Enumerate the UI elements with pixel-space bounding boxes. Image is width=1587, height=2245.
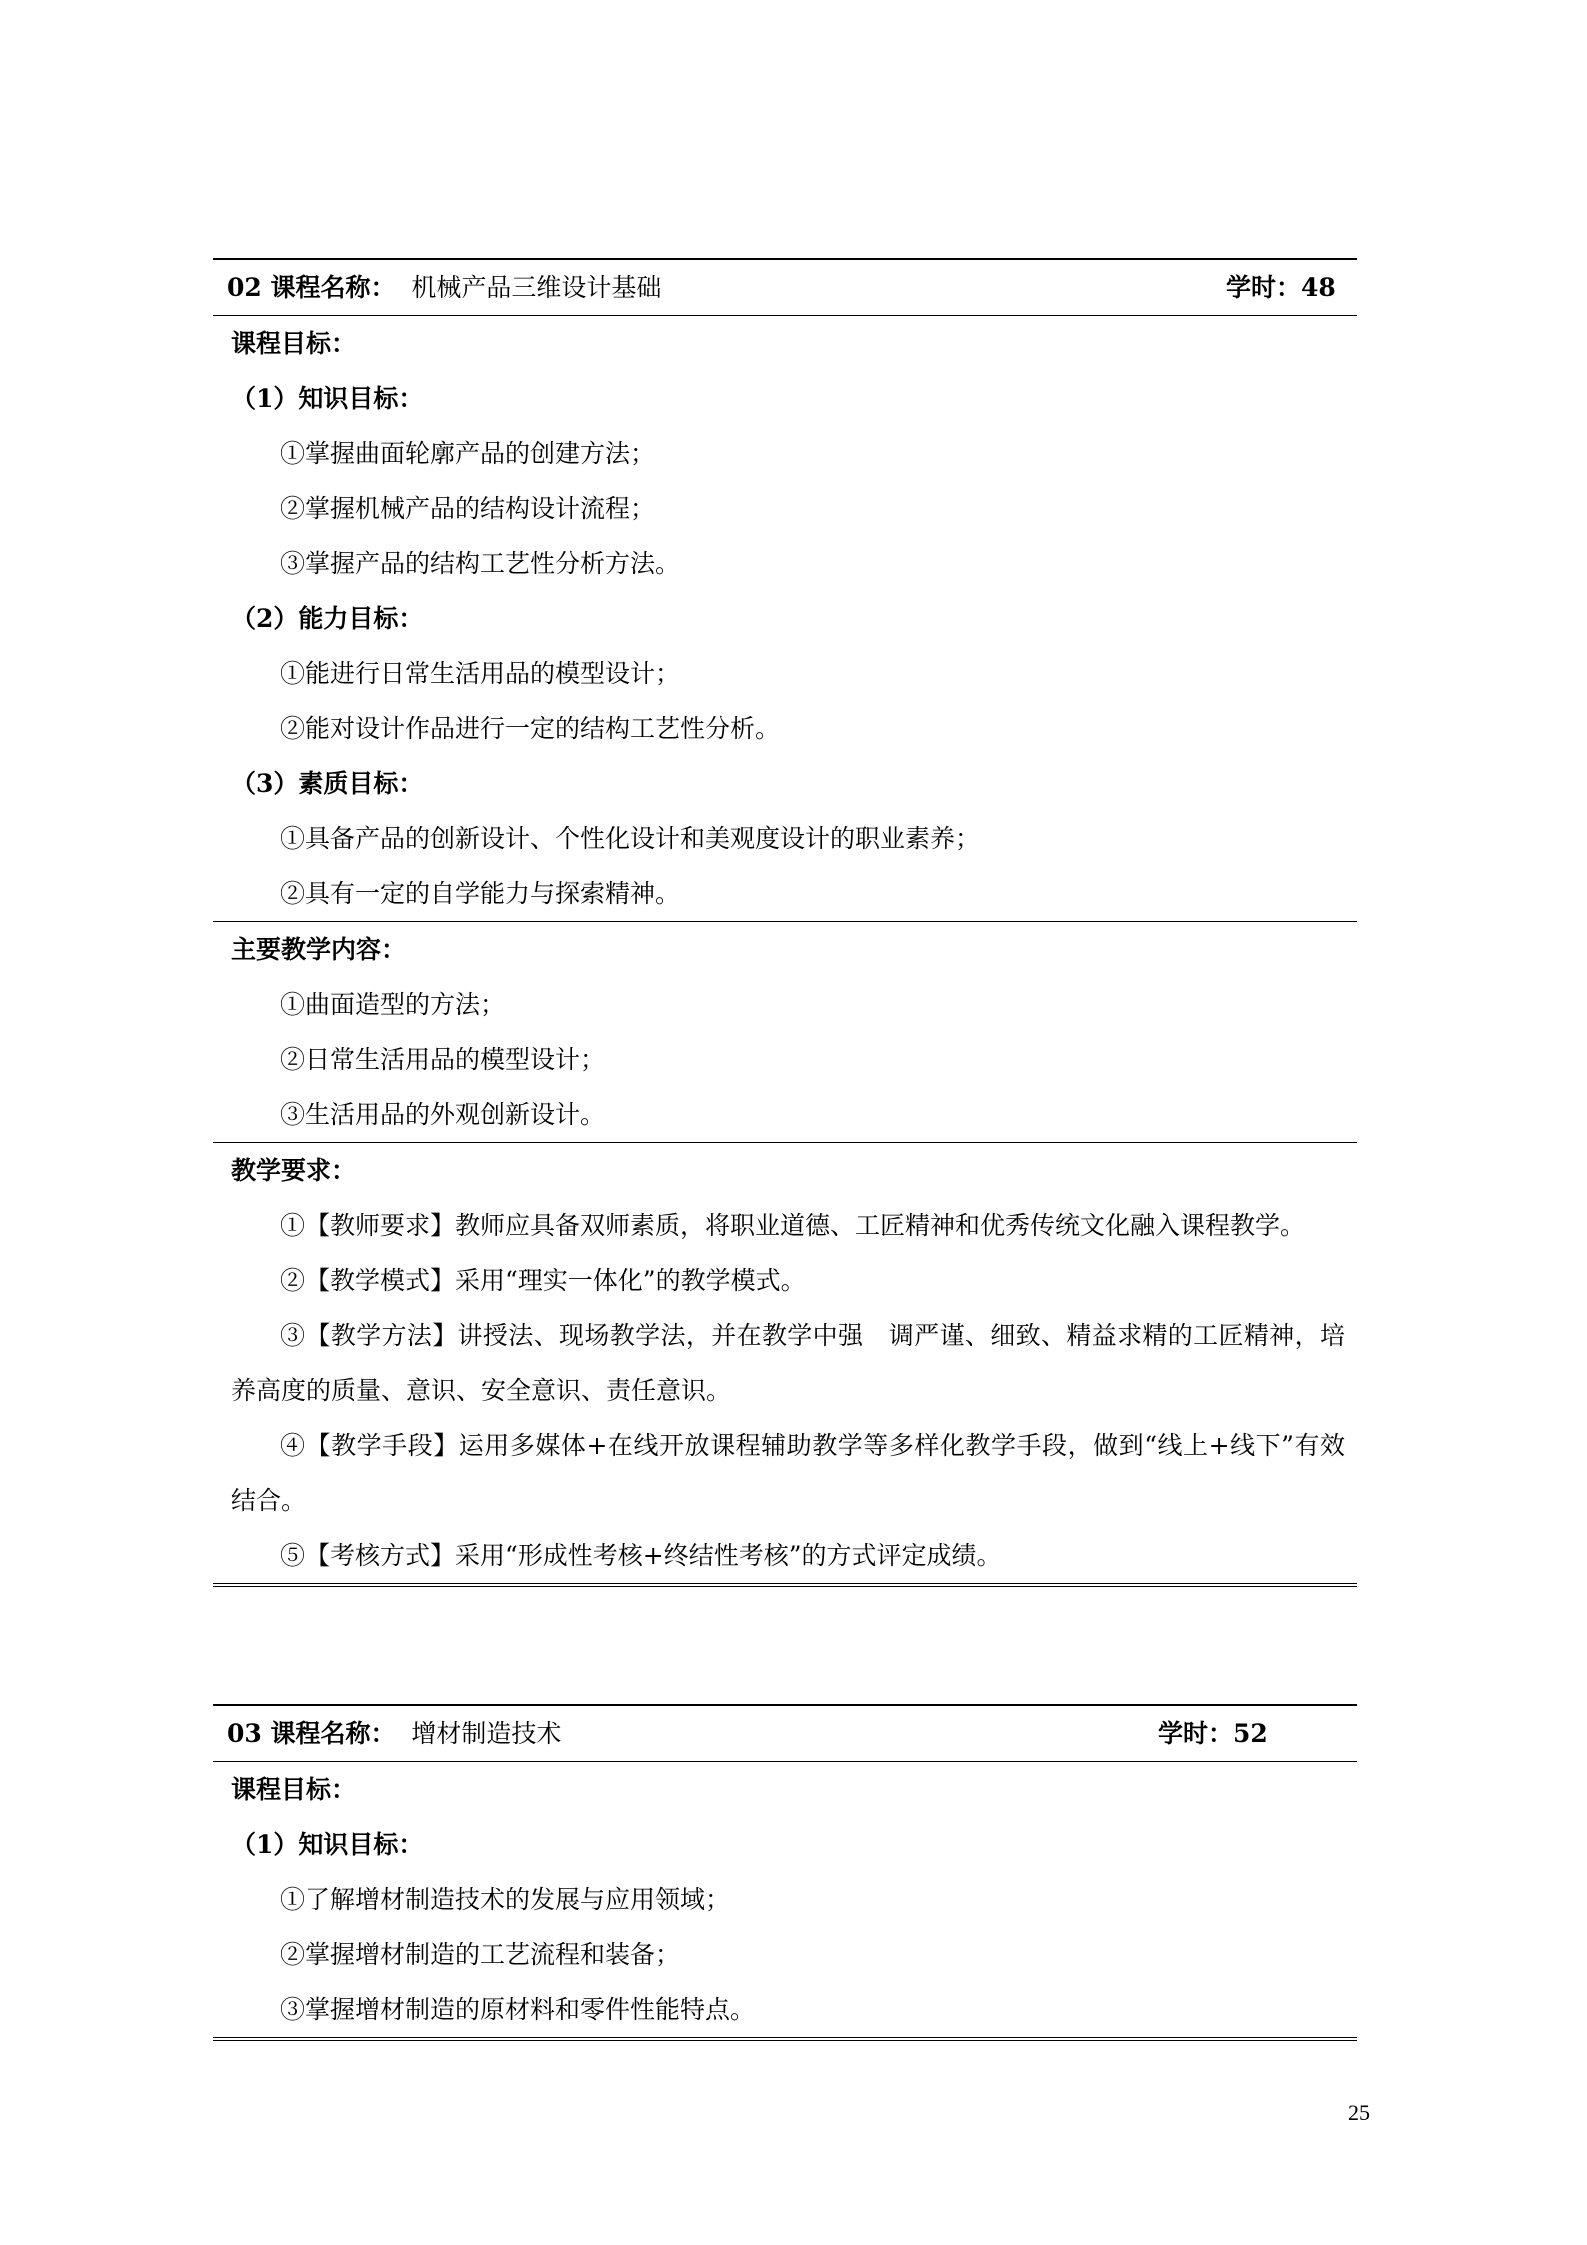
requirement-item: ②【教学模式】采用“理实一体化”的教学模式。 xyxy=(280,1266,806,1295)
goals-title: 课程目标： xyxy=(231,329,357,358)
course-goals-section xyxy=(213,1762,1357,2041)
teaching-requirements-section xyxy=(213,1143,1357,1587)
knowledge-item: ②掌握增材制造的工艺流程和装备； xyxy=(280,1940,681,1969)
requirement-item: ③【教学方法】讲授法、现场教学法，并在教学中强 调严谨、细致、精益求精的工匠精神，培养高度的质量、意识、安全意识、责任意识。 xyxy=(231,1321,1345,1405)
course-code-label: 02 课程名称： xyxy=(227,273,396,302)
course-name: 机械产品三维设计基础 xyxy=(411,273,662,302)
content-item: ③生活用品的外观创新设计。 xyxy=(280,1100,606,1129)
course-goals-section xyxy=(213,316,1357,922)
quality-item: ②具有一定的自学能力与探索精神。 xyxy=(280,879,681,908)
course-header xyxy=(213,1704,1357,1762)
course-hours: 学时：48 xyxy=(1226,273,1336,302)
content-title: 主要教学内容： xyxy=(231,935,407,964)
quality-item: ①具备产品的创新设计、个性化设计和美观度设计的职业素养； xyxy=(280,824,981,853)
course-name: 增材制造技术 xyxy=(411,1719,562,1748)
course-code-label: 03 课程名称： xyxy=(227,1719,396,1748)
knowledge-item: ③掌握增材制造的原材料和零件性能特点。 xyxy=(280,1995,756,2024)
ability-item: ①能进行日常生活用品的模型设计； xyxy=(280,659,681,688)
course-02 xyxy=(213,258,1357,1587)
knowledge-item: ①掌握曲面轮廓产品的创建方法； xyxy=(280,439,656,468)
knowledge-item: ①了解增材制造技术的发展与应用领域； xyxy=(280,1885,731,1914)
requirement-item: ①【教师要求】教师应具备双师素质，将职业道德、工匠精神和优秀传统文化融入课程教学。 xyxy=(280,1211,1306,1240)
requirements-title: 教学要求： xyxy=(231,1156,357,1185)
page-number: 25 xyxy=(1348,2100,1370,2125)
ability-title: （2）能力目标： xyxy=(231,604,424,633)
knowledge-title: （1）知识目标： xyxy=(231,1830,424,1859)
content-item: ②日常生活用品的模型设计； xyxy=(280,1045,606,1074)
knowledge-item: ③掌握产品的结构工艺性分析方法。 xyxy=(280,549,681,578)
ability-item: ②能对设计作品进行一定的结构工艺性分析。 xyxy=(280,714,781,743)
teaching-content-section xyxy=(213,922,1357,1143)
requirement-item: ④【教学手段】运用多媒体+在线开放课程辅助教学等多样化教学手段，做到“线上+线下”有效结合。 xyxy=(231,1431,1345,1515)
course-hours: 学时：52 xyxy=(1158,1719,1268,1748)
course-03 xyxy=(213,1704,1357,2041)
goals-title: 课程目标： xyxy=(231,1775,357,1804)
quality-title: （3）素质目标： xyxy=(231,769,424,798)
knowledge-item: ②掌握机械产品的结构设计流程； xyxy=(280,494,656,523)
knowledge-title: （1）知识目标： xyxy=(231,384,424,413)
content-item: ①曲面造型的方法； xyxy=(280,990,506,1019)
requirement-item: ⑤【考核方式】采用“形成性考核+终结性考核”的方式评定成绩。 xyxy=(280,1541,1002,1570)
course-header xyxy=(213,258,1357,316)
